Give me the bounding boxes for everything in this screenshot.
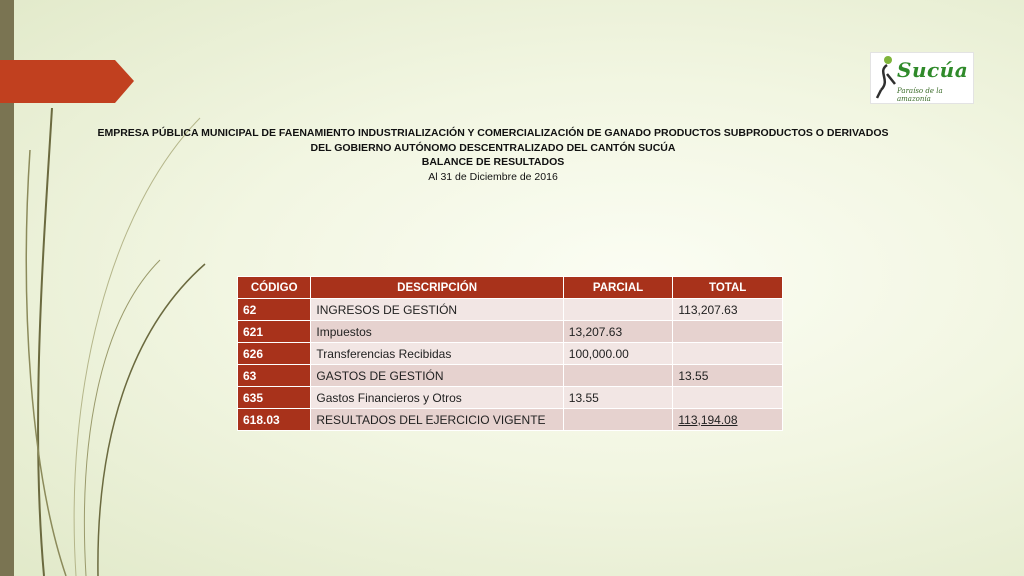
table-row (238, 343, 783, 365)
cell-total (673, 387, 783, 409)
cell-description: RESULTADOS DEL EJERCICIO VIGENTE (311, 409, 563, 431)
logo-word: Sucúa (897, 58, 969, 82)
cell-parcial (563, 409, 673, 431)
cell-code: 618.03 (238, 409, 311, 431)
cell-parcial (563, 299, 673, 321)
cell-description: INGRESOS DE GESTIÓN (311, 299, 563, 321)
cell-total: 13.55 (673, 365, 783, 387)
cell-total: 113,207.63 (673, 299, 783, 321)
cell-description: GASTOS DE GESTIÓN (311, 365, 563, 387)
cell-code: 635 (238, 387, 311, 409)
cell-description: Gastos Financieros y Otros (311, 387, 563, 409)
logo-tagline: Paraíso de la amazonía (897, 87, 943, 103)
col-header-descripcion: DESCRIPCIÓN (311, 277, 563, 299)
cell-code: 626 (238, 343, 311, 365)
col-header-parcial: PARCIAL (563, 277, 673, 299)
cell-code: 63 (238, 365, 311, 387)
header-line-3: BALANCE DE RESULTADOS (421, 156, 565, 168)
cell-code: 62 (238, 299, 311, 321)
cell-parcial: 13.55 (563, 387, 673, 409)
table-row (238, 299, 783, 321)
table-row (238, 409, 783, 431)
table-row (238, 365, 783, 387)
table-header-row (238, 277, 783, 299)
table-row (238, 387, 783, 409)
table-row (238, 321, 783, 343)
balance-table (237, 276, 783, 431)
col-header-codigo: CÓDIGO (238, 277, 311, 299)
header-line-4: Al 31 de Diciembre de 2016 (428, 170, 558, 183)
cell-parcial: 13,207.63 (563, 321, 673, 343)
header-line-1: EMPRESA PÚBLICA MUNICIPAL DE FAENAMIENTO INDUSTRIALIZACIÓN Y COMERCIALIZACIÓN DE GANADO PRODUCTOS SUBPRODUCTOS O DERIVADOS (97, 127, 889, 139)
cell-parcial (563, 365, 673, 387)
cell-description: Impuestos (311, 321, 563, 343)
sucua-logo (870, 52, 974, 104)
cell-total (673, 343, 783, 365)
cell-code: 621 (238, 321, 311, 343)
cell-parcial: 100,000.00 (563, 343, 673, 365)
col-header-total: TOTAL (673, 277, 783, 299)
arrow-tab (0, 60, 134, 103)
cell-description: Transferencias Recibidas (311, 343, 563, 365)
cell-total (673, 321, 783, 343)
header-line-2: DEL GOBIERNO AUTÓNOMO DESCENTRALIZADO DEL CANTÓN SUCÚA (310, 141, 676, 154)
cell-total: 113,194.08 (673, 409, 783, 431)
document-header (0, 126, 986, 184)
logo-figure-icon (873, 54, 899, 102)
